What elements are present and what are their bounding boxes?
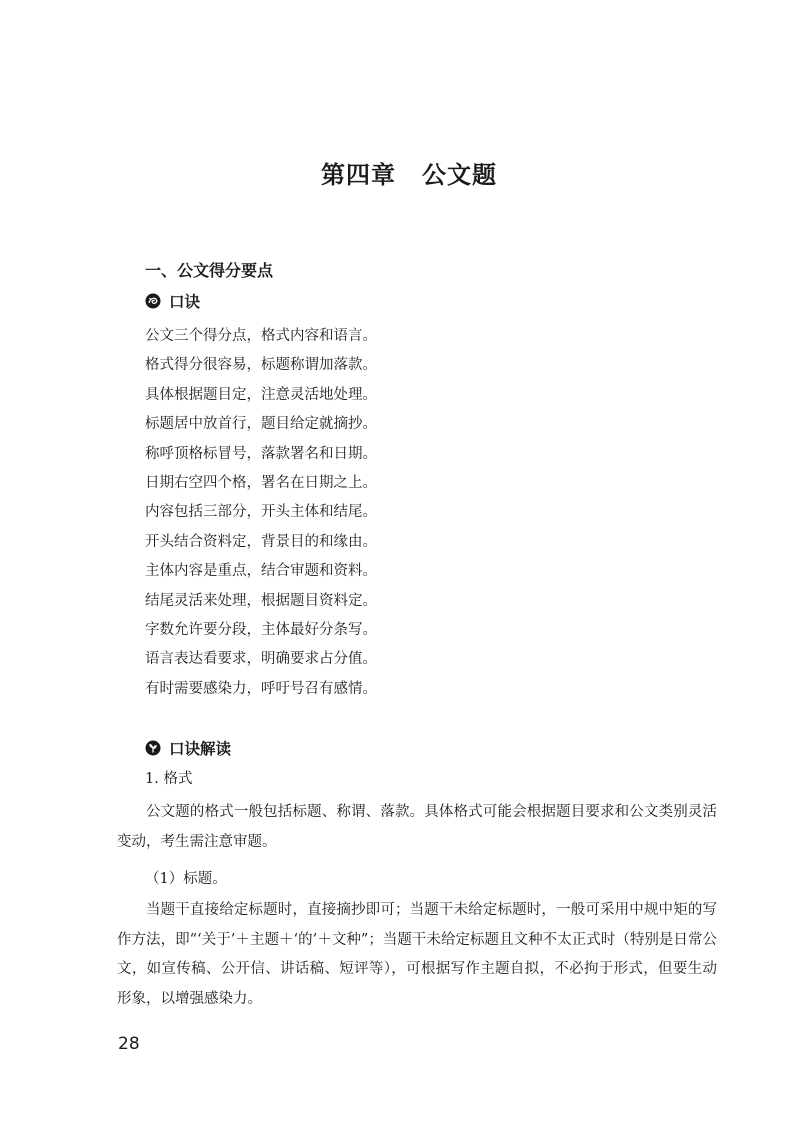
chapter-title — [0, 155, 800, 190]
koujue-verse — [145, 322, 377, 704]
item-title-biaoti: （1）标题。 — [145, 871, 227, 887]
verse-line: 格式得分很容易，标题称谓加落款。 — [145, 357, 377, 374]
koujue-label: 口诀 — [169, 293, 201, 311]
item-title-format: 1. 格式 — [145, 771, 193, 787]
jiedu-label: 口诀解读 — [169, 740, 232, 758]
verse-line: 具体根据题目定，注意灵活地处理。 — [145, 386, 377, 403]
verse-line: 标题居中放首行，题目给定就摘抄。 — [145, 416, 377, 433]
leaf-swirl-icon — [145, 740, 161, 756]
chapter-number: 第四章 — [321, 161, 396, 189]
paragraph-text: 当题干直接给定标题时，直接摘抄即可；当题干未给定标题时，一般可采用中规中矩的写作方法，即“‘关于’＋主题＋‘的’＋文种”；当题干未给定标题且文种不太正式时（特别是日常公文，如宣传稿、公开信、讲话稿、短评等），可根据写作主题自拟，不必拘于形式，但要生动形象，以增强感染力。 — [117, 902, 717, 1007]
paragraph-format — [117, 798, 717, 857]
seal-swirl-icon — [145, 293, 161, 309]
verse-line: 日期右空四个格，署名在日期之上。 — [145, 475, 377, 492]
jiedu-heading — [145, 737, 231, 759]
verse-line: 语言表达看要求，明确要求占分值。 — [145, 651, 377, 668]
koujue-heading — [145, 290, 200, 312]
chapter-name: 公文题 — [422, 161, 497, 189]
verse-line: 内容包括三部分，开头主体和结尾。 — [145, 504, 377, 521]
verse-line: 开头结合资料定，背景目的和缘由。 — [145, 533, 377, 550]
verse-line: 结尾灵活来处理，根据题目资料定。 — [145, 592, 377, 609]
page-number: 28 — [118, 1034, 140, 1054]
verse-line: 字数允许要分段，主体最好分条写。 — [145, 622, 377, 639]
verse-line: 称呼顶格标冒号，落款署名和日期。 — [145, 445, 377, 462]
verse-line: 有时需要感染力，呼吁号召有感情。 — [145, 680, 377, 697]
verse-line: 公文三个得分点，格式内容和语言。 — [145, 328, 377, 344]
paragraph-biaoti — [117, 896, 717, 1014]
paragraph-text: 公文题的格式一般包括标题、称谓、落款。具体格式可能会根据题目要求和公文类别灵活变动，考生需注意审题。 — [117, 804, 717, 850]
section-heading: 一、公文得分要点 — [145, 261, 274, 280]
verse-line: 主体内容是重点，结合审题和资料。 — [145, 563, 377, 580]
